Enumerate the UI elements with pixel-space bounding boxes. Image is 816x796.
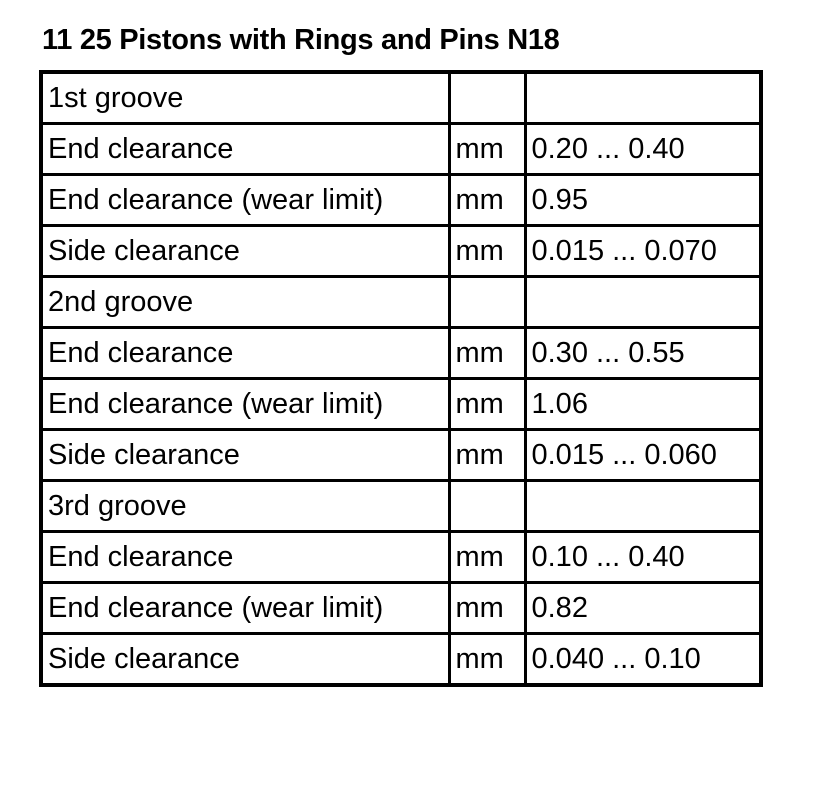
row-label: End clearance [41, 328, 449, 379]
row-label: Side clearance [41, 430, 449, 481]
row-label: 2nd groove [41, 277, 449, 328]
row-label: 1st groove [41, 72, 449, 124]
row-value [525, 277, 761, 328]
row-value: 0.82 [525, 583, 761, 634]
table-row [41, 328, 761, 379]
row-value: 0.95 [525, 175, 761, 226]
row-value: 0.015 ... 0.060 [525, 430, 761, 481]
row-unit: mm [449, 634, 525, 686]
row-label: End clearance (wear limit) [41, 379, 449, 430]
row-unit [449, 72, 525, 124]
row-value [525, 72, 761, 124]
row-unit: mm [449, 532, 525, 583]
row-unit: mm [449, 379, 525, 430]
clearance-table [39, 70, 763, 687]
row-unit: mm [449, 583, 525, 634]
row-value [525, 481, 761, 532]
row-label: End clearance (wear limit) [41, 583, 449, 634]
row-unit: mm [449, 175, 525, 226]
table-row [41, 124, 761, 175]
row-value: 0.10 ... 0.40 [525, 532, 761, 583]
row-unit: mm [449, 124, 525, 175]
table-row [41, 532, 761, 583]
row-unit: mm [449, 430, 525, 481]
row-label: Side clearance [41, 634, 449, 686]
row-value: 0.015 ... 0.070 [525, 226, 761, 277]
table-row [41, 72, 761, 124]
table-row [41, 277, 761, 328]
table-row [41, 634, 761, 686]
row-unit [449, 481, 525, 532]
row-value: 1.06 [525, 379, 761, 430]
table-row [41, 583, 761, 634]
row-value: 0.20 ... 0.40 [525, 124, 761, 175]
row-unit: mm [449, 226, 525, 277]
row-label: End clearance [41, 532, 449, 583]
document-title: 11 25 Pistons with Rings and Pins N18 [42, 24, 560, 56]
row-value: 0.040 ... 0.10 [525, 634, 761, 686]
table-row [41, 175, 761, 226]
row-label: Side clearance [41, 226, 449, 277]
row-value: 0.30 ... 0.55 [525, 328, 761, 379]
row-label: 3rd groove [41, 481, 449, 532]
row-label: End clearance [41, 124, 449, 175]
row-unit: mm [449, 328, 525, 379]
table-row [41, 226, 761, 277]
row-unit [449, 277, 525, 328]
table-row [41, 379, 761, 430]
table-row [41, 430, 761, 481]
table-row [41, 481, 761, 532]
row-label: End clearance (wear limit) [41, 175, 449, 226]
